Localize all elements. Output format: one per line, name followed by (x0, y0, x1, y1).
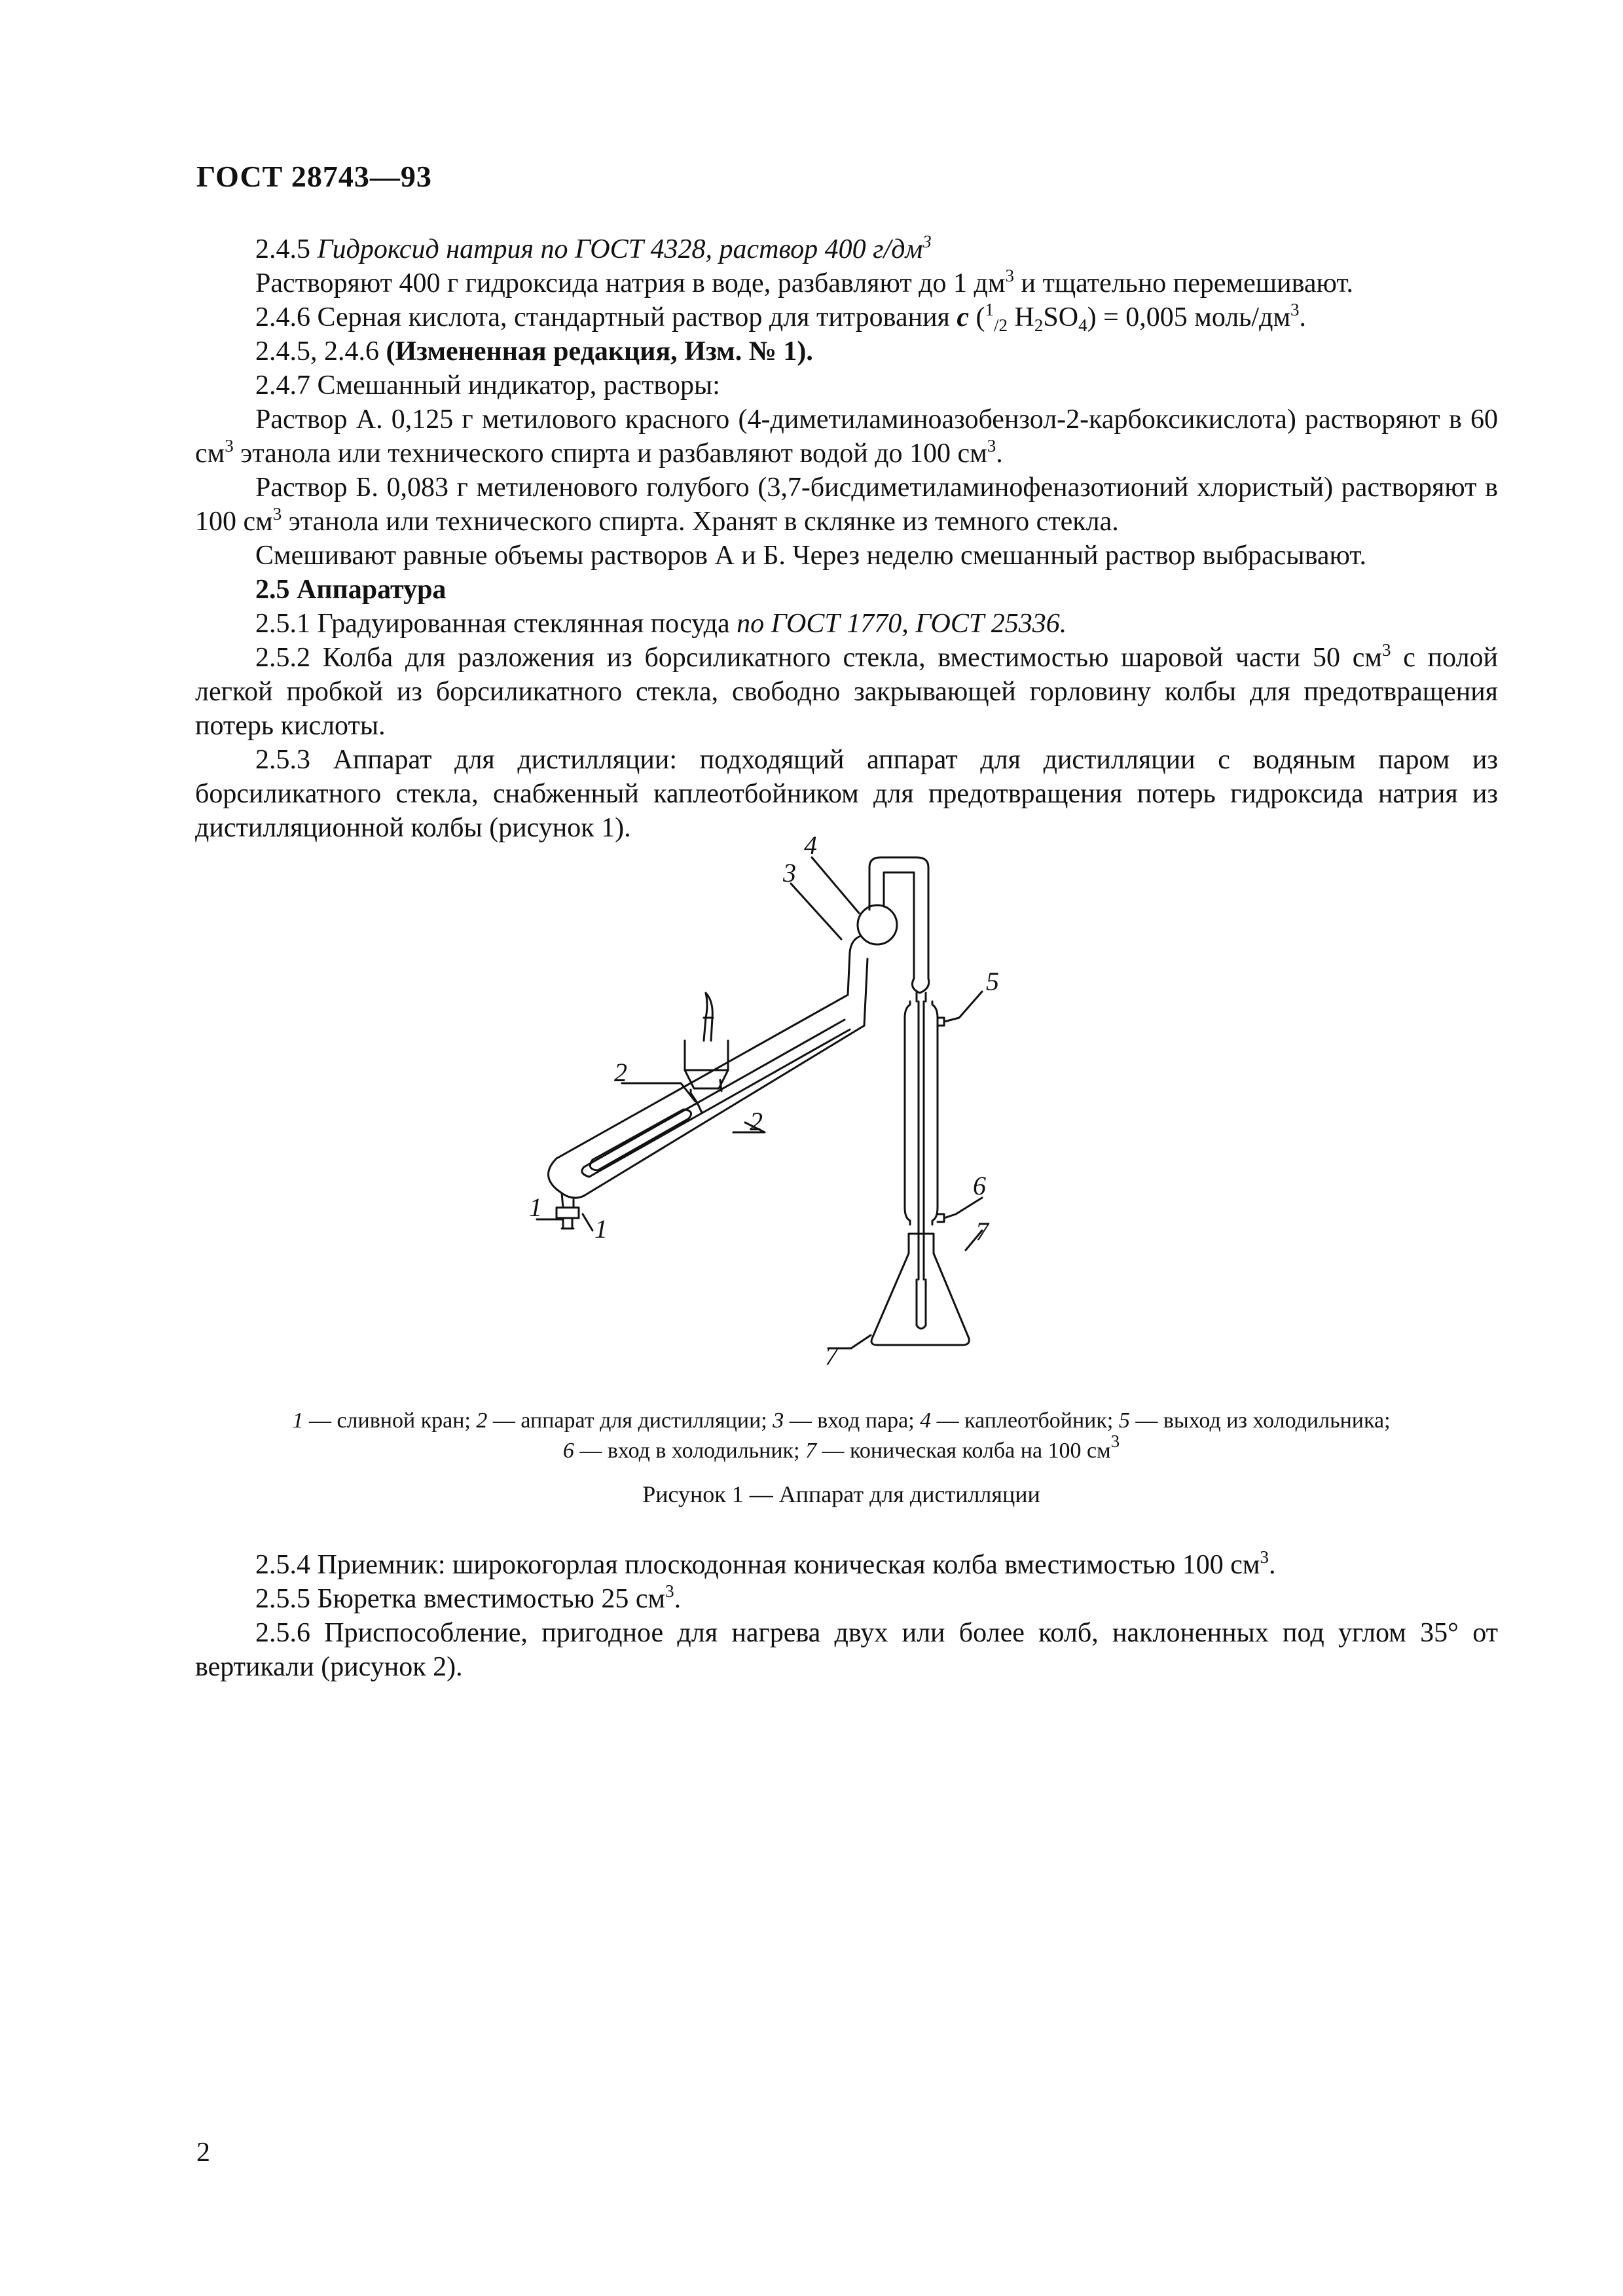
paragraph-2-5-2: 2.5.2 Колба для разложения из борсиликатного стекла, вместимостью шаровой части 50 $см^3$ с полой легкой пробкой из борсиликатного стекла, свободно закрывающей горловину колбы для предотвращения потерь кислоты. (195, 640, 1498, 741)
body-text-upper (195, 232, 1498, 845)
figure-distillation-apparatus (458, 821, 1113, 1384)
label-7-lower: 7 (825, 1341, 838, 1371)
paragraph-2-4-7: 2.4.7 Смешанный индикатор, растворы: (255, 370, 720, 401)
document-header: ГОСТ 28743—93 (196, 160, 432, 193)
label-1-right: 1 (594, 1214, 608, 1244)
label-2-lower: 2 (750, 1107, 763, 1136)
legend-line-2: 6 — вход в холодильник; 7 — коническая колба на 100 $см^3$ (562, 1431, 1120, 1463)
label-4: 4 (804, 831, 817, 860)
paragraph-2-4-5: 2.4.5 Гидроксид натрия по ГОСТ 4328, раствор 400 $г/дм^3$ (255, 232, 932, 264)
paragraph-2-5-6: 2.5.6 Приспособление, пригодное для нагрева двух или более колб, наклоненных под углом 35° от вертикали (рисунок 2). (195, 1618, 1498, 1682)
label-7-right: 7 (976, 1217, 989, 1246)
page-number: 2 (196, 2138, 210, 2168)
label-5: 5 (986, 967, 999, 996)
paragraph-solution-a: Раствор А. 0,125 г метилового красного (4-диметиламиноазобензол-2-карбоксикислота) растворяют в 60 $см^3$ этанола или технического спирта и разбавляют водой до 100 $см^3$. (195, 404, 1498, 469)
paragraph-amendment: 2.4.5, 2.4.6 (Измененная редакция, Изм. № 1). (255, 336, 813, 367)
figure-caption: Рисунок 1 — Аппарат для дистилляции (642, 1481, 1040, 1507)
figure-labels (458, 821, 1113, 1384)
label-2-upper: 2 (614, 1058, 627, 1087)
paragraph-mix: Смешивают равные объемы растворов А и Б. Через неделю смешанный раствор выбрасывают. (255, 541, 1367, 571)
label-6: 6 (973, 1171, 986, 1200)
label-3: 3 (783, 858, 796, 888)
section-heading-2-5: 2.5 Аппаратура (255, 575, 447, 605)
label-1-left: 1 (529, 1193, 542, 1222)
paragraph-2-5-4: 2.5.4 Приемник: широкогорлая плоскодонная коническая колба вместимостью 100 $см^3$. (255, 1547, 1276, 1580)
paragraph-solution-b: Раствор Б. 0,083 г метиленового голубого (3,7-бисдиметиламинофеназотионий хлористый) растворяют в 100 $см^3$ этанола или технического спирта. Хранят в склянке из темного стекла. (195, 473, 1498, 537)
figure-legend (210, 1406, 1473, 1466)
paragraph-2-4-5-text: Растворяют 400 г гидроксида натрия в воде, разбавляют до 1 $дм^3$ и тщательно перемешивают. (255, 266, 1354, 298)
paragraph-2-4-6: 2.4.6 Серная кислота, стандартный раствор для титрования c ($^1_{/2}$ $H_2SO_4) = 0,005$ моль/$дм^3$. (255, 300, 1307, 335)
paragraph-2-5-5: 2.5.5 Бюретка вместимостью 25 $см^3$. (255, 1581, 682, 1614)
body-text-lower (195, 1548, 1498, 1684)
paragraph-2-5-3: 2.5.3 Аппарат для дистилляции: подходящий аппарат для дистилляции с водяным паром из борсиликатного стекла, снабженный каплеотбойником для предотвращения потерь гидроксида натрия из дистилляционной колбы (рисунок 1). (195, 745, 1498, 843)
paragraph-2-5-1: 2.5.1 Градуированная стеклянная посуда по ГОСТ 1770, ГОСТ 25336. (255, 609, 1067, 639)
legend-line-1: 1 — сливной кран; 2 — аппарат для дистилляции; 3 — вход пара; 4 — каплеотбойник; 5 — выход из холодильника; (292, 1408, 1391, 1433)
